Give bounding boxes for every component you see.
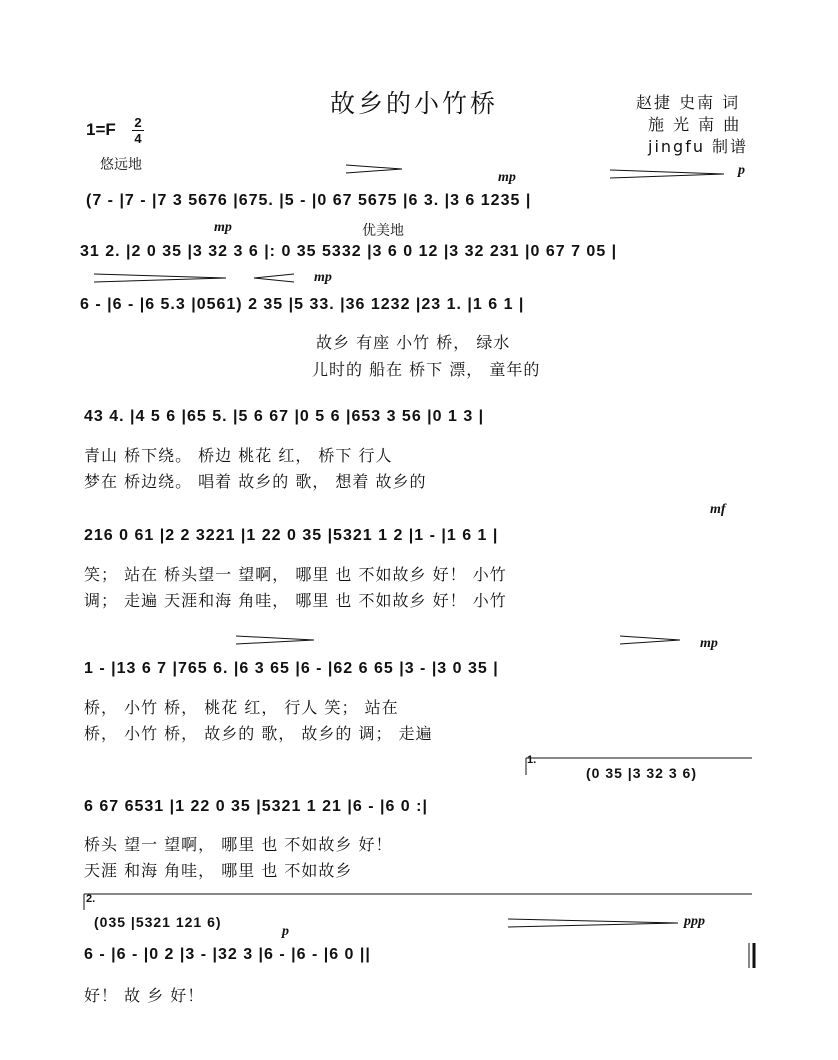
decrescendo-hairpin [94, 274, 226, 278]
song-title: 故乡的小竹桥 [330, 89, 499, 118]
time-signature-top: 2 [134, 115, 142, 130]
decrescendo-hairpin [236, 640, 314, 644]
notation-system-2: 31 2. |2 0 35 |3 32 3 6 |: 0 35 5332 |3 6 0 12 |3 32 231 |0 67 7 05 | [80, 243, 618, 260]
dynamic-mark: mp [498, 170, 516, 185]
decrescendo-hairpin [346, 165, 402, 169]
decrescendo-hairpin [236, 636, 314, 640]
key-signature: 1=F [86, 120, 116, 139]
dynamic-mark: mp [700, 636, 718, 651]
decrescendo-hairpin [610, 174, 724, 178]
lyric-line: 故乡 有座 小竹 桥， 绿水 [316, 333, 511, 352]
dynamic-mark: mp [314, 270, 332, 285]
notation-system-3: 6 - |6 - |6 5.3 |0561) 2 35 |5 33. |36 1232 |23 1. |1 6 1 | [80, 296, 525, 313]
dynamic-mark: p [282, 924, 289, 939]
decrescendo-hairpin [94, 278, 226, 282]
decrescendo-hairpin [346, 169, 402, 173]
dynamic-mark: p [738, 163, 745, 178]
time-signature-bottom: 4 [134, 131, 142, 146]
time-signature [132, 116, 144, 145]
notation-system-7: 6 67 6531 |1 22 0 35 |5321 1 21 |6 - |6 0 :| [84, 798, 428, 815]
lyric-line: 好！ 故 乡 好！ [84, 986, 205, 1005]
dynamic-mark: mf [710, 502, 726, 517]
lyric-line: 梦在 桥边绕。 唱着 故乡的 歌， 想着 故乡的 [84, 472, 427, 491]
lyric-line: 天涯 和海 角哇， 哪里 也 不如故乡 [84, 861, 353, 880]
lyric-line: 儿时的 船在 桥下 漂， 童年的 [312, 360, 541, 379]
dynamic-mark: mp [214, 220, 232, 235]
decrescendo-hairpin [508, 923, 678, 927]
lyric-line: 调； 走遍 天涯和海 角哇， 哪里 也 不如故乡 好！ 小竹 [84, 591, 507, 610]
decrescendo-hairpin [620, 640, 680, 644]
composer-credit: 施 光 南 曲 [648, 115, 742, 134]
decrescendo-hairpin [620, 636, 680, 640]
crescendo-hairpin [254, 274, 294, 278]
dynamic-mark: ppp [684, 914, 705, 929]
notation-system-1: (7 - |7 - |7 3 5676 |675. |5 - |0 67 5675 |6 3. |3 6 1235 | [86, 192, 532, 209]
lyric-line: 桥， 小竹 桥， 故乡的 歌， 故乡的 调； 走遍 [84, 724, 433, 743]
notation-system-4: 43 4. |4 5 6 |65 5. |5 6 67 |0 5 6 |653 3 56 |0 1 3 | [84, 408, 485, 425]
notation-system-5: 216 0 61 |2 2 3221 |1 22 0 35 |5321 1 2 |1 - |1 6 1 | [84, 527, 499, 544]
volta-second-label: 2. [86, 893, 96, 905]
decrescendo-hairpin [610, 170, 724, 174]
notation-system-8: 6 - |6 - |0 2 |3 - |32 3 |6 - |6 - |6 0 || [84, 946, 371, 963]
lyric-line: 青山 桥下绕。 桥边 桃花 红， 桥下 行人 [84, 446, 393, 465]
pickup-notes: (0 35 |3 32 3 6) [586, 765, 697, 781]
expression-opening: 悠远地 [100, 157, 142, 173]
decrescendo-hairpin [508, 919, 678, 923]
lyric-line: 桥， 小竹 桥， 桃花 红， 行人 笑； 站在 [84, 698, 399, 717]
lyric-line: 笑； 站在 桥头望一 望啊， 哪里 也 不如故乡 好！ 小竹 [84, 565, 507, 584]
lyric-line: 桥头 望一 望啊， 哪里 也 不如故乡 好！ [84, 835, 393, 854]
crescendo-hairpin [254, 278, 294, 282]
volta-first-label: 1. [527, 754, 537, 766]
pickup-notes: (035 |5321 121 6) [94, 914, 222, 930]
notation-system-6: 1 - |13 6 7 |765 6. |6 3 65 |6 - |62 6 65 |3 - |3 0 35 | [84, 660, 499, 677]
arranger-credit: jingfu 制谱 [648, 137, 749, 156]
expression-section: 优美地 [362, 223, 404, 239]
lyricist-credit: 赵捷 史南 词 [636, 93, 741, 112]
